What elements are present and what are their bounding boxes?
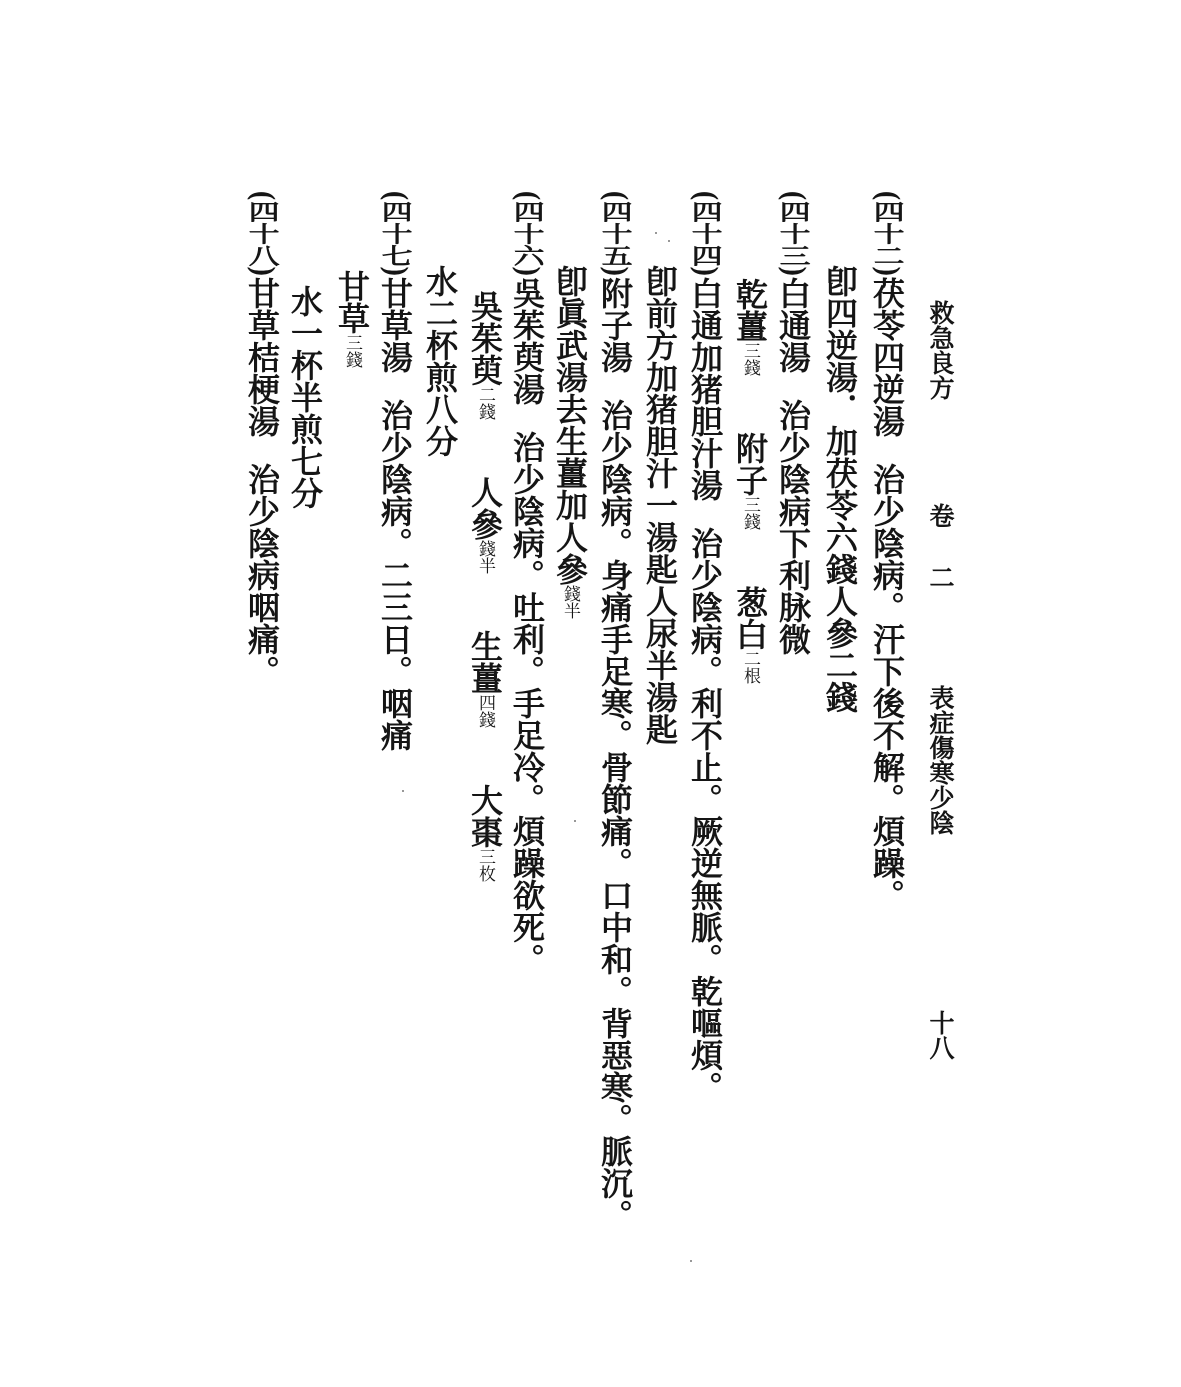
herb-name: 大棗 [466,784,504,848]
scan-speck [655,232,657,234]
formula-47-ingredients [335,270,369,368]
formula-45-heading [598,190,632,1231]
formula-42-preparation [823,265,857,713]
ingredient [731,432,769,530]
herb-dose: 二錢 [475,386,495,420]
scan-speck [402,790,404,792]
preparation-text: 卽前方加猪胆汁一湯匙人尿半湯匙 [641,265,679,745]
preparation-dose: 錢半 [560,585,580,619]
formula-42-heading [870,190,904,911]
herb-name: 葱白 [731,586,769,650]
formula-number: (四十七) [376,190,414,277]
formula-44-heading [688,190,722,1103]
formula-indication: 治少陰病咽痛。 [243,462,281,687]
section-title: 表症傷寒少陰 [926,685,955,835]
preparation-text: 卽眞武湯去生薑加人參 [551,265,589,585]
ingredient [466,476,504,574]
formula-name: 茯苓四逆湯 [868,276,906,437]
formula-46-heading [510,190,544,975]
formula-indication: 治少陰病。汗下後不解。煩躁。 [868,462,906,911]
herb-name: 人參 [466,476,504,540]
herb-name: 附子 [731,432,769,496]
formula-name: 白通加猪胆汁湯 [686,276,724,501]
formula-name: 附子湯 [596,276,634,373]
ingredient [466,784,504,882]
formula-43-ingredients [733,278,767,684]
ingredient [731,278,769,376]
formula-number: (四十八) [243,190,281,277]
scan-speck [690,1260,692,1262]
herb-name: 吳茱萸 [466,290,504,386]
herb-name: 乾薑 [731,278,769,342]
formula-number: (四十二) [868,190,906,277]
ingredient [466,630,504,728]
formula-name: 甘草桔梗湯 [243,276,281,437]
formula-46-decoction [423,265,457,457]
ingredient [333,270,371,368]
formula-45-preparation [553,265,587,619]
formula-indication: 治少陰病。身痛手足寒。骨節痛。口中和。背惡寒。脈沉。 [596,398,634,1231]
formula-44-preparation [643,265,677,745]
formula-number: (四十三) [774,190,812,277]
formula-name: 吳茱萸湯 [508,276,546,405]
formula-47-heading [378,190,412,751]
formula-indication: 治少陰病。吐利。手足冷。煩躁欲死。 [508,430,546,975]
formula-indication: 治少陰病下利脉微 [774,398,812,655]
herb-dose: 三枚 [475,848,495,882]
decoction-text: 水一杯半煎七分 [286,285,324,509]
formula-name: 甘草湯 [376,276,414,373]
scan-speck [574,820,576,822]
formula-43-heading [776,190,810,655]
formula-number: (四十四) [686,190,724,277]
scan-speck [668,240,670,242]
formula-48-heading [245,190,279,687]
formula-47-decoction [288,285,322,509]
formula-number: (四十五) [596,190,634,277]
formula-indication: 治少陰病。利不止。厥逆無脈。乾嘔煩。 [686,526,724,1103]
herb-dose: 二根 [740,650,760,684]
herb-dose: 三錢 [740,342,760,376]
ingredient [731,586,769,684]
formula-name: 白通湯 [774,276,812,373]
page-number: 十八 [926,1010,955,1060]
herb-dose: 錢半 [475,540,495,574]
herb-dose: 三錢 [342,334,362,368]
herb-name: 甘草 [333,270,371,334]
ingredient [466,290,504,420]
herb-dose: 四錢 [475,694,495,728]
formula-indication: 治少陰病。二三日。咽痛 [376,398,414,751]
preparation-text: 卽四逆湯．加茯苓六錢人參二錢 [821,265,859,713]
formula-number: (四十六) [508,190,546,277]
formula-46-ingredients [468,290,502,882]
volume-label: 卷 二 [926,503,955,604]
decoction-text: 水二杯煎八分 [421,265,459,457]
herb-name: 生薑 [466,630,504,694]
herb-dose: 三錢 [740,496,760,530]
book-title: 救急良方 [926,300,955,400]
